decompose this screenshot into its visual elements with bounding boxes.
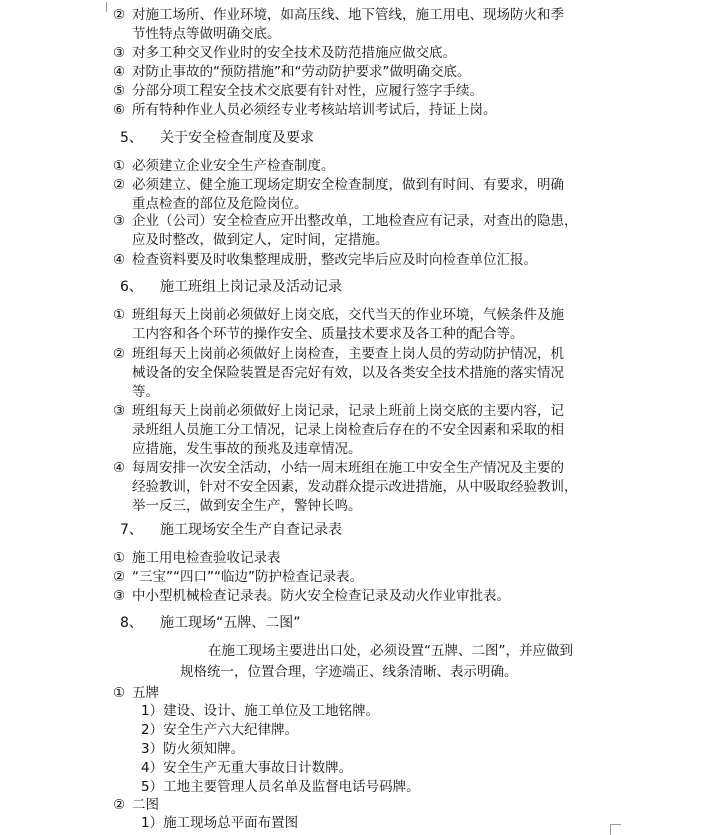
item-line: 等。: [132, 384, 159, 400]
section-number: 5、: [120, 130, 143, 146]
item-line: 应措施，发生事故的预兆及违章情况。: [132, 441, 362, 457]
s5-item-4: [112, 251, 612, 270]
item-number: ③: [112, 213, 126, 229]
s8-paragraph-line-2: 规格统一，位置合理，字迹端正、线条清晰、表示明确。: [180, 664, 518, 680]
item-line: 录班组人员施工分工情况，记录上岗检查后存在的不安全因素和采取的相: [132, 422, 564, 438]
item-line: 施工用电检查验收记录表: [132, 550, 281, 566]
item-line: 工内容和各个环节的操作安全、质量技术要求及各工种的配合等。: [132, 326, 524, 342]
item-line: 对防止事故的“预防措施”和“劳动防护要求”做明确交底。: [132, 64, 471, 80]
s4-item-5: [112, 82, 612, 101]
section-8-heading: [120, 613, 301, 633]
s8-two-drawings-item-1: 1）施工现场总平面布置图: [141, 815, 299, 831]
item-line: 对多工种交叉作业时的安全技术及防范措施应做交底。: [132, 45, 456, 61]
item-line: 械设备的安全保险装置是否完好有效，以及各类安全技术措施的落实情况: [132, 365, 564, 381]
item-line: 中小型机械检查记录表。防火安全检查记录及动火作业审批表。: [132, 588, 510, 604]
s8-group-five-boards: [112, 684, 159, 703]
section-number: 7、: [120, 522, 143, 538]
s8-group-two-drawings: [112, 796, 159, 815]
s6-item-3: [112, 402, 612, 459]
item-line: 分部分项工程安全技术交底要有针对性，应履行签字手续。: [132, 83, 483, 99]
item-number: ①: [112, 685, 126, 701]
item-line: 节性特点等做明确交底。: [132, 26, 281, 42]
item-number: ②: [112, 797, 126, 813]
s6-item-4: [112, 459, 612, 516]
s4-item-3: [112, 44, 612, 63]
item-line: “三宝”“四口”“临边”防护检查记录表。: [132, 569, 363, 585]
section-title: 施工班组上岗记录及活动记录: [160, 279, 342, 295]
item-number: ①: [112, 307, 126, 323]
s5-item-2: [112, 176, 612, 214]
item-number: ⑥: [112, 102, 126, 118]
item-number: ①: [112, 550, 126, 566]
item-line: 每周安排一次安全活动，小结一周末班组在施工中安全生产情况及主要的: [132, 460, 564, 476]
margin-mark: [96, 2, 107, 12]
item-line: 必须建立、健全施工现场定期安全检查制度，做到有时间、有要求，明确: [132, 177, 564, 193]
item-number: ④: [112, 64, 126, 80]
item-number: ②: [112, 569, 126, 585]
section-title: 施工现场安全生产自查记录表: [160, 522, 342, 538]
s8-five-boards-item-4: 4）安全生产无重大事故日计数牌。: [141, 760, 353, 776]
section-number: 8、: [120, 615, 143, 631]
item-line: 班组每天上岗前必须做好上岗检查，主要查上岗人员的劳动防护情况，机: [132, 346, 564, 362]
item-line: 举一反三，做到安全生产，警钟长鸣。: [132, 498, 362, 514]
s7-item-3: [112, 587, 612, 606]
item-number: ④: [112, 460, 126, 476]
item-line: 应及时整改，做到定人，定时间，定措施。: [132, 232, 389, 248]
item-line: 必须建立企业安全生产检查制度。: [132, 158, 335, 174]
s8-five-boards-item-1: 1）建设、设计、施工单位及工地铭牌。: [141, 703, 380, 719]
group-label: 二图: [132, 797, 159, 813]
item-line: 重点检查的部位及危险岗位。: [132, 196, 308, 212]
s8-five-boards-item-5: 5）工地主要管理人员名单及监督电话号码牌。: [141, 779, 420, 795]
item-number: ①: [112, 158, 126, 174]
s8-five-boards-item-2: 2）安全生产六大纪律牌。: [141, 722, 299, 738]
item-number: ②: [112, 177, 126, 193]
section-number: 6、: [120, 279, 143, 295]
s7-item-1: [112, 549, 612, 568]
item-line: 班组每天上岗前必须做好上岗交底，交代当天的作业环境，气候条件及施: [132, 307, 564, 323]
item-number: ③: [112, 588, 126, 604]
s4-item-4: [112, 63, 612, 82]
item-number: ③: [112, 45, 126, 61]
s6-item-2: [112, 345, 612, 402]
s4-item-2: [112, 6, 612, 44]
section-5-heading: [120, 128, 314, 148]
item-number: ②: [112, 7, 126, 23]
section-title: 关于安全检查制度及要求: [160, 130, 314, 146]
s4-item-6: [112, 101, 612, 120]
margin-mark: [610, 824, 621, 835]
item-line: 企业（公司）安全检查应开出整改单，工地检查应有记录，对查出的隐患，: [132, 213, 578, 229]
group-label: 五牌: [132, 685, 159, 701]
item-line: 检查资料要及时收集整理成册，整改完毕后应及时向检查单位汇报。: [132, 252, 537, 268]
s5-item-3: [112, 212, 612, 250]
s8-five-boards-item-3: 3）防火须知牌。: [141, 741, 245, 757]
item-number: ③: [112, 403, 126, 419]
item-number: ④: [112, 252, 126, 268]
item-line: 经验教训，针对不安全因素，发动群众提示改进措施，从中吸取经验教训，: [132, 479, 578, 495]
s7-item-2: [112, 568, 612, 587]
s8-paragraph-line-1: 在施工现场主要进出口处，必须设置“五牌、二图”，并应做到: [208, 643, 573, 659]
section-6-heading: [120, 277, 342, 297]
item-line: 对施工场所、作业环境，如高压线、地下管线，施工用电、现场防火和季: [132, 7, 564, 23]
section-title: 施工现场“五牌、二图”: [160, 615, 301, 631]
item-number: ②: [112, 346, 126, 362]
s6-item-1: [112, 306, 612, 344]
section-7-heading: [120, 520, 342, 540]
s5-item-1: [112, 157, 612, 176]
item-line: 班组每天上岗前必须做好上岗记录，记录上班前上岗交底的主要内容，记: [132, 403, 564, 419]
item-number: ⑤: [112, 83, 126, 99]
item-line: 所有特种作业人员必须经专业考核站培训考试后，持证上岗。: [132, 102, 497, 118]
